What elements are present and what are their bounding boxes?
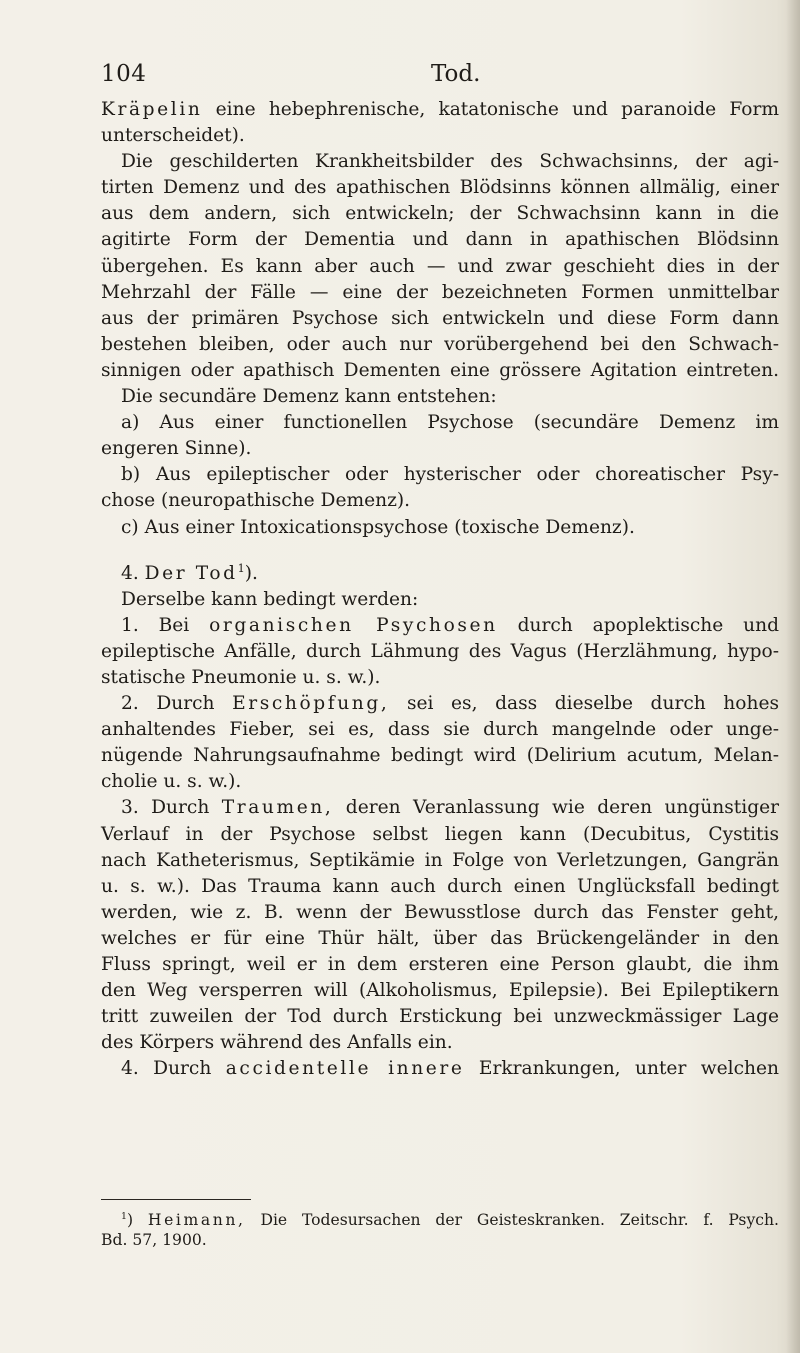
text-line: aus der primären Psychose sich entwickeln und diese Form dann — [101, 307, 779, 329]
text-line: b) Aus epileptischer oder hysterischer oder choreatischer Psy- — [121, 464, 779, 486]
text-line: übergehen. Es kann aber auch — und zwar geschieht dies in der — [101, 255, 779, 277]
text-line: nach Katheterismus, Septikämie in Folge von Verletzungen, Gangrän — [101, 849, 779, 871]
text-line: tirten Demenz und des apathischen Blödsinns können allmälig, einer — [101, 177, 779, 199]
footnote — [101, 1210, 779, 1250]
running-title: Tod. — [431, 61, 481, 87]
text-line: Kräpelin eine hebephrenische, katatonische und paranoide Form — [101, 99, 779, 120]
text-line: epileptische Anfälle, durch Lähmung des Vagus (Herzlähmung, hypo- — [101, 640, 779, 662]
text-line: u. s. w.). Das Trauma kann auch durch einen Unglücksfall bedingt — [101, 875, 779, 897]
text-line: aus dem andern, sich entwickeln; der Schwachsinn kann in die — [101, 203, 779, 225]
text-line: 3. Durch Traumen, deren Veranlassung wie deren ungünstiger — [121, 797, 779, 819]
text-line: Die geschilderten Krankheitsbilder des Schwachsinns, der agi- — [121, 151, 779, 173]
emphasis: Erschöpfung, — [232, 693, 390, 715]
text-line: unterscheidet). — [101, 125, 245, 147]
text-line: bestehen bleiben, oder auch nur vorübergehend bei den Schwach- — [101, 333, 779, 355]
section-gap — [101, 541, 779, 561]
text-line: Die secundäre Demenz kann entstehen: — [121, 386, 497, 408]
text-line: statische Pneumonie u. s. w.). — [101, 666, 381, 688]
text-line: engeren Sinne). — [101, 438, 252, 460]
text-line: 2. Durch Erschöpfung, sei es, dass dieselbe durch hohes — [121, 693, 779, 715]
text-line: Derselbe kann bedingt werden: — [121, 588, 419, 610]
text-line: chose (neuropathische Demenz). — [101, 490, 411, 512]
page-number: 104 — [101, 61, 147, 87]
footnote-line: $^1$) Heimann, Die Todesursachen der Geisteskranken. Zeitschr. f. Psych. — [121, 1210, 779, 1229]
footnote-marker: 1 — [121, 1210, 127, 1222]
text-line: Fluss springt, weil er in dem ersteren eine Person glaubt, die ihm — [101, 954, 779, 975]
footnote-ref: 1 — [237, 561, 245, 575]
text-line: anhaltendes Fieber, sei es, dass sie durch mangelnde oder unge- — [101, 719, 779, 741]
text-line: a) Aus einer functionellen Psychose (secundäre Demenz im — [121, 412, 779, 434]
body-text — [101, 97, 779, 1082]
text-line: Mehrzahl der Fälle — eine der bezeichneten Formen unmittelbar — [101, 281, 779, 303]
emphasis: accidentelle innere — [225, 1058, 465, 1080]
text-line: den Weg versperren will (Alkoholismus, Epilepsie). Bei Epileptikern — [101, 980, 779, 1002]
text-line: Verlauf in der Psychose selbst liegen kann (Decubitus, Cystitis — [101, 823, 779, 845]
text-line: des Körpers während des Anfalls ein. — [101, 1032, 453, 1054]
text-line: 4. Durch accidentelle innere Erkrankungen, unter welchen — [121, 1058, 779, 1080]
text-line: agitirte Form der Dementia und dann in apathischen Blödsinn — [101, 229, 779, 251]
footnote-author: Heimann, — [147, 1211, 246, 1229]
page-header — [101, 61, 781, 91]
text-line: 1. Bei organischen Psychosen durch apoplektische und — [121, 614, 780, 636]
page-edge-shadow — [786, 0, 800, 1353]
author-name: Kräpelin — [101, 99, 203, 120]
section-heading: 4. Der Tod$^1$). — [121, 561, 258, 584]
footnote-line: Bd. 57, 1900. — [101, 1231, 207, 1249]
footnote-divider — [101, 1199, 251, 1200]
emphasis: organischen Psychosen — [209, 614, 498, 636]
section-title: Der Tod — [144, 562, 238, 584]
text-line: werden, wie z. B. wenn der Bewusstlose durch das Fenster geht, — [101, 901, 779, 923]
text-line: sinnigen oder apathisch Dementen eine grössere Agitation eintreten. — [101, 359, 779, 381]
emphasis: Traumen, — [221, 797, 334, 819]
text-line: tritt zuweilen der Tod durch Erstickung bei unzweckmässiger Lage — [101, 1006, 779, 1028]
text-line: nügende Nahrungsaufnahme bedingt wird (Delirium acutum, Melan- — [101, 745, 779, 767]
text-line: c) Aus einer Intoxicationspsychose (toxische Demenz). — [121, 516, 635, 538]
text-line: cholie u. s. w.). — [101, 771, 242, 793]
text-line: welches er für eine Thür hält, über das Brückengeländer in den — [101, 927, 779, 949]
